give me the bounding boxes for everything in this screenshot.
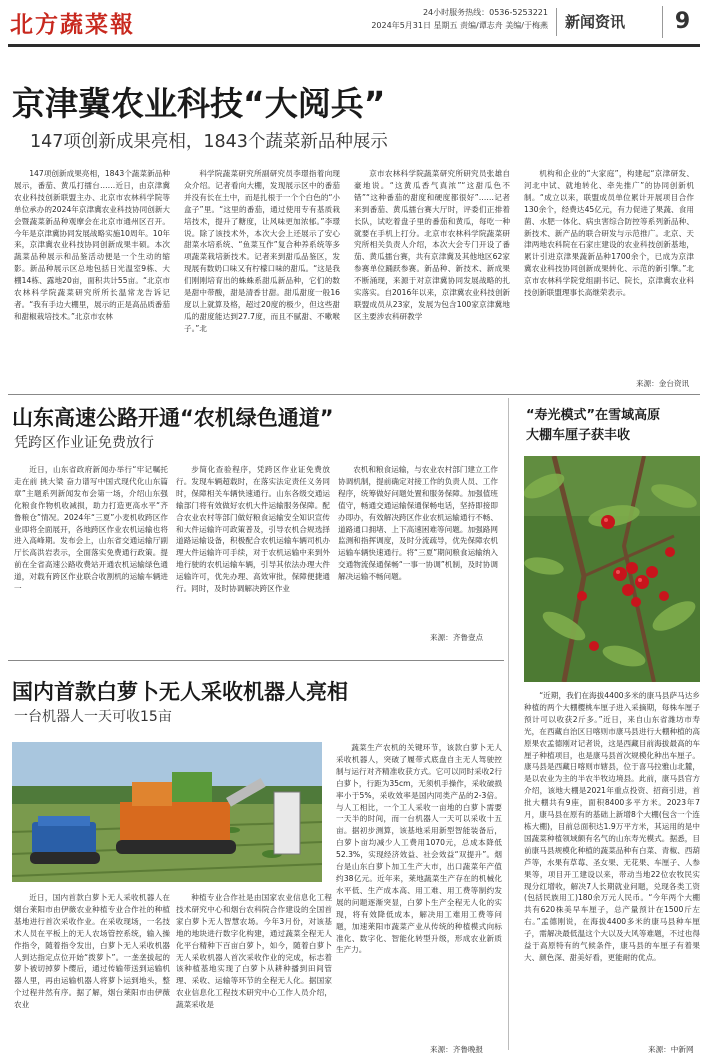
- article2-source: 来源：齐鲁壹点: [430, 633, 484, 642]
- dateline: 2024年5月31日 星期五 责编/谭志舟 美编/于梅燕: [371, 21, 548, 30]
- page-number: 9: [662, 6, 702, 38]
- article3-subhead: 一台机器人一天可收15亩: [14, 709, 172, 725]
- masthead: [0, 0, 708, 46]
- article1-column-4: 机构和企业的“大家庭”，构建起“京津研发、河北中试、就地转化、牵先推广”的协同创新机制。“成立以来，联盟成员单位累计开展项目合作130余个，经费达45亿元，有力促进了果蔬、食用菌、水肥一体化、病虫害综合防控等系列新品种、新技术、新产品的联合研发与示范推广。北京、天津两地农科院在石家庄建设的农业科技创新基地，累计引进京津果蔬新品种1700余个，已成为京津冀农业科技协同创新成果转化、示范的新引擎。”北京市农林科学院党组副书记、院长，京津冀农业科技创新联盟理事长高继荣表示。: [524, 169, 694, 298]
- article1-column-1: 147项创新成果亮相，1843个蔬菜新品种展示，番茄、黄瓜打擂台……近日，由京津冀农业科技创新联盟主办、北京市农林科学院等单位承办的2024年京津冀农业科技协同创新大会暨蔬菜新品种观摩会在北京市通州区召开。今年是京津冀协同发展战略实施10周年。10年来，京津冀农业科技协同创新成果丰硕。本次蔬菜品种展示和品鉴活动便是一个生动的缩影。新品种展示区总地包括日光温室9栋、大棚14栋、露地20亩，面积共计55亩。“北京市农林科学院蔬菜研究所所长温常龙告诉记者。“我有手边大棚里，展示的正是高品质番茄和甜椒栽培技术。”北京市农林: [14, 169, 170, 321]
- masthead-info: [338, 6, 548, 32]
- section-divider-2: [8, 660, 504, 661]
- sidebar-source: 来源：中新网: [648, 1045, 694, 1054]
- sidebar-headline-line-1: “寿光模式”在雪域高原: [526, 408, 661, 423]
- article2-headline: 山东高速公路开通“农机绿色通道”: [12, 406, 334, 430]
- article2-column-1: 近日，山东省政府新闻办举行“牢记嘱托 走在前 挑大梁 奋力谱写中国式现代化山东篇章”主题系列新闻发布会第一场，介绍山东强化粮食作物机收减损，助力打造更高水平“齐鲁粮仓”情况。2024年“三夏”小麦机收跨区作业即将全面展开，各地跨区作业农机运输也将进入高峰期。发布会上，山东省交通运输厅副厅长高洪岩表示，全面落实免费通行政策。提前在全省高速公路收费站开通农机运输绿色通道，对载有跨区作业联合收割机的运输车辆进一: [14, 465, 168, 594]
- newspaper-brand-logo: 北方蔬菜報: [10, 11, 135, 38]
- article3-source: 来源：齐鲁晚报: [430, 1045, 484, 1054]
- article1-source: 来源：金台资讯: [636, 379, 690, 388]
- article3-column-1: 近日，国内首款白萝卜无人采收机器人在烟台莱阳市由伊薇农业种植专业合作社的种植基地进行首次采收作业。在采收现场，一名技术人员在平板上的无人农场管控系统，输入操作指令，随着指令发出，白萝卜无人采收机器人到达指定点位开始“拨萝卜”。一垄垄拔起的萝卜被切掉萝卜缨后，通过传输带送到运输机器人里，再由运输机器人将萝卜运到地头，整个过程井然有序。据了解，烟台莱阳市由伊薇农业: [14, 893, 170, 1010]
- cherry-tree-photo: [524, 456, 700, 682]
- article2-column-2: 步简化查验程序，凭跨区作业证免费放行。发现车辆超载时，在落实法定责任义务同时，保障相关车辆快速通行。山东各级交通运输部门将有效做好农机大件运输服务保障。配合农业农村等部门做好粮食运输安全知识宣传和大件运输许可政策普及，引导农机合规选择道路运输设备，积极配合农机运输车辆司机办理大件运输许可手续，对于农机运输中来到外地行驶的农机运输车辆，引导其依法办理大件运输许可，优先办理、高效审批，保障便捷通行。同时，及时协调解决跨区作业: [176, 465, 330, 594]
- article3-column-2: 种植专业合作社是由国家农业信息化工程技术研究中心和烟台农科院合作建设的全国首家白萝卜无人智慧农场。今年3月份，对该基地的地块进行数字化构建，通过蔬菜全程无人化平台精种下百亩白萝卜，如今，随着白萝卜无人采收机器人首次采收作业的完成，标志着该种植基地实现了白萝卜从耕种播到田间管理、采收、运输等环节的全程无人化。据国家农业信息化工程技术研究中心工作人员介绍，蔬菜采收是: [176, 893, 332, 1010]
- service-hotline: 24小时服务热线：0536-5253221: [422, 8, 548, 17]
- sidebar-divider: [508, 398, 509, 1050]
- article1-column-3: 京市农林科学院蔬菜研究所研究员张雄自豪地说。“这黄瓜香气真浓”“这甜瓜色不错”“这种番茄的甜度和硬度都很好”……记者来到番茄、黄瓜擂台赛大厅时，评委们正排着长队，试吃着盘子里的番茄和黄瓜，每吃一种就要在手机上打分。北京市农林科学院蔬菜研究所相关负责人介绍，本次大会专门开设了番茄、黄瓜擂台赛，共有京津冀及其他地区62家参赛单位踊跃参赛。新品种、新技术、新成果不断涌现，来源于对京津冀协同发展战略的扎实落实。自2016年以来，京津冀农业科技创新联盟成员从23家，发展为包含100家京津冀地区主要涉农科研教学: [354, 169, 510, 321]
- article2-subhead: 凭跨区作业证免费放行: [14, 435, 154, 451]
- masthead-rule: [8, 44, 700, 47]
- article1-column-2: 科学院蔬菜研究所副研究员李璟指着向现众介绍。记者看向大棚，发现展示区中的番茄并没有长在土中，而是扎根于一个个白色的“小盒子”里。“这里的番茄，通过使用专有基质栽培技术，提升了糖度，让风味更加浓郁。”李璟说。除了该技术外，本次大会上还展示了安心甜菜水培系统、“鱼菜互作”复合种养系统等多项蔬菜栽培新技术。记者来到甜瓜品鉴区，发现展有数奶口味又有柠檬口味的甜瓜。“这是我们刚刚培育出的蛛蛛系甜瓜新品种，它们的数是甜中带酸，甜是清香甘甜。甜瓜甜度一般16度以上就算及格，超过20度的极少，但这些甜瓜的甜度能达到27.7度，而且不腻甜、不嗽喉子。”北: [184, 169, 340, 333]
- radish-robot-illustration: [12, 742, 322, 882]
- section-divider: [8, 394, 700, 395]
- cherry-tree-illustration: [524, 456, 700, 682]
- sidebar-body: “近期，我们在海拔4400多米的康马县萨马达乡种植的两个大棚樱桃车厘子进入采摘期，每株车厘子预计可以收获2斤多。”近日，来自山东省潍坊市寿光，在西藏自治区日喀则市康马县进行大棚种植的高原果农孟德刚对记者说，这是西藏目前海拔最高的车厘子种植项目，也是康马县首次规模化种出车厘子。康马县是西藏日喀则市辖县，位于喜马拉雅山北麓，是以农业为主的半农半牧边境县。此前，康马县官方介绍，该地大棚是2021年重点投资、招商引进，首批大棚共有9座，面积8400多平方米。2023年7月，康马县在原有的基础上新增8个大棚(包含一个连栋大棚)，目前总面积达1.9万平方米，其运用的是中国蔬菜种植领域颇有名气的山东寿光模式。据悉，目前康马县规模化种植的蔬菜品种有白菜、青椒、西葫芦等，水果有草莓、圣女果、无花果、车厘子、人参果等，项目开工建设以来，带动当地22位农牧民实现分红增收，解决7人长期就业问题，兑现各类工资(包括民族用工)180余万元人民币。“今年两个大棚共有620株美早车厘子，总产量预计在1500斤左右。”孟德刚说，在海拔4400多米的康马县种车厘子，需解决最低温这个大以及大风等难题，不过也得益于高原特有的气候条件，康马县的车厘子有着果大、颜色深、甜美好看，更能耐的优点。: [524, 691, 700, 962]
- article1-subhead: 147项创新成果亮相，1843个蔬菜新品种展示: [30, 132, 388, 152]
- section-title: 新闻资讯: [556, 8, 656, 36]
- article3-headline: 国内首款白萝卜无人采收机器人亮相: [12, 680, 348, 704]
- article1-headline: 京津冀农业科技“大阅兵”: [12, 84, 386, 123]
- article3-column-3: 蔬菜生产农机的关键环节，该款白萝卜无人采收机器人，突破了履带式底盘自主无人驾驶控制与运行对齐精准收获方式。它可以同时采收2行白萝卜，行距为35cm，无须机手操作，采收破损率小于5%，采收效率是国内同类产品的2-3倍。与人工相比，一个工人采收一亩地的白萝卜需要一天半的时间，而一台机器人一天可以采收十五亩。据初步测算，该基地采用新型智能装备后，白萝卜亩均减少人工费用1070元，总成本降低52.3%，实现经济效益、社会效益“双提升”。烟台是山东白萝卜加工生产大市，出口蔬菜年产值约38亿元。近年来，莱地蔬菜生产存在的机械化水平低、生产成本高、用工难、用工费等制约发展的问题逐渐突显，白萝卜生产全程无人化的实现，将有效降低成本，解决用工难用工费等问题，加速莱阳市蔬菜产业从传统的种植模式向标准化、数字化、智能化转型升级，形成农业新质生产力。: [336, 743, 502, 955]
- sidebar-headline-line-2: 大棚车厘子获丰收: [526, 428, 631, 443]
- article2-column-3: 农机和粮食运输，与农业农村部门建立工作协调机制，提前确定对接工作的负责人员、工作程序，统筹做好问题处置和服务保障。加强值班值守，畅通交通运输保通保畅电话，坚持即接即办即办，有效解决跨区作业农机运输通行不畅、道路通口拥堵、上下高速困难等问题。加强路网监测和指挥调度，及时分流疏导，优先保障农机运输车辆快速通行。将“三夏”期间粮食运输纳入交通物流保通保畅“一事一协调”机制，及时协调解决运输不畅问题。: [338, 465, 498, 582]
- radish-harvest-robot-photo: [12, 742, 322, 882]
